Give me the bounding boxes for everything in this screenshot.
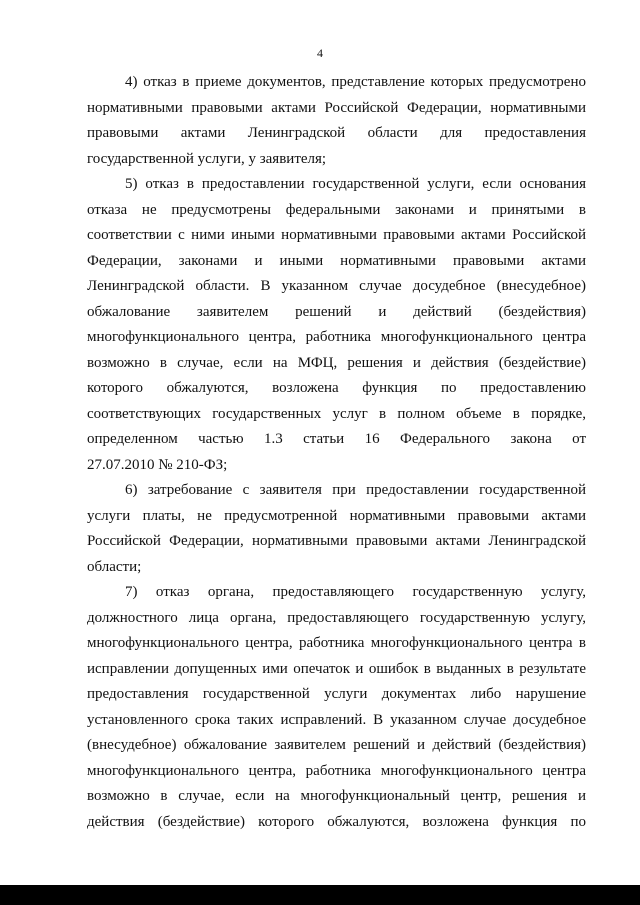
paragraph-line: действия (бездействие) которого обжалуются, возложена функция по	[87, 813, 586, 830]
paragraph-line: 7) отказ органа, предоставляющего государственную услугу,	[125, 584, 586, 600]
paragraph-line: правовыми актами Ленинградской области для предоставления	[87, 125, 586, 141]
paragraph-line: предоставления государственной услуги документах либо нарушение	[87, 686, 586, 702]
paragraph-item-5	[87, 172, 586, 478]
paragraph-line: 27.07.2010 № 210-ФЗ;	[87, 456, 228, 473]
paragraph-item-6	[87, 478, 586, 580]
paragraph-line: определенном частью 1.3 статьи 16 Федерального закона от	[87, 431, 586, 447]
paragraph-line: которого обжалуются, возложена функция по предоставлению	[87, 380, 586, 396]
paragraph-line: отказа не предусмотрены федеральными законами и принятыми в	[87, 201, 586, 218]
paragraph-item-7	[87, 580, 586, 835]
paragraph-line: нормативными правовыми актами Российской Федерации, нормативными	[87, 99, 586, 116]
paragraph-line: многофункционального центра, работника многофункционального центра в	[87, 635, 586, 651]
paragraph-line: государственной услуги, у заявителя;	[87, 150, 327, 167]
paragraph-line: обжалование заявителем решений и действий (бездействия)	[87, 303, 586, 320]
paragraph-line: (внесудебное) обжалование заявителем решений и действий (бездействия)	[87, 737, 586, 753]
paragraph-line: возможно в случае, если на МФЦ, решения и действия (бездействие)	[87, 354, 586, 371]
page-number: 4	[317, 46, 323, 60]
paragraph-line: 5) отказ в предоставлении государственной услуги, если основания	[125, 176, 586, 192]
paragraph-line: должностного лица органа, предоставляющего государственную услугу,	[87, 609, 586, 626]
paragraph-line: соответствии с ними иными нормативными правовыми актами Российской	[87, 227, 586, 243]
paragraph-line: области;	[87, 558, 142, 575]
paragraph-line: возможно в случае, если на многофункциональный центр, решения и	[87, 788, 586, 804]
scan-border-bottom	[0, 885, 640, 905]
paragraph-line: 4) отказ в приеме документов, представление которых предусмотрено	[125, 74, 586, 90]
document-body	[87, 70, 586, 835]
paragraph-item-4	[87, 70, 586, 172]
paragraph-line: 6) затребование с заявителя при предоставлении государственной	[125, 482, 586, 498]
paragraph-line: исправлении допущенных ими опечаток и ошибок в выданных в результате	[87, 660, 586, 677]
paragraph-line: Федерации, законами и иными нормативными правовыми актами	[87, 252, 586, 269]
paragraph-line: многофункционального центра, работника многофункционального центра	[87, 762, 586, 779]
paragraph-line: Российской Федерации, нормативными правовыми актами Ленинградской	[87, 533, 586, 549]
paragraph-line: установленного срока таких исправлений. В указанном случае досудебное	[87, 711, 586, 728]
paragraph-line: Ленинградской области. В указанном случае досудебное (внесудебное)	[87, 278, 586, 294]
paragraph-line: соответствующих государственных услуг в полном объеме в порядке,	[87, 405, 586, 422]
paragraph-line: многофункционального центра, работника многофункционального центра	[87, 329, 586, 345]
paragraph-line: услуги платы, не предусмотренной нормативными правовыми актами	[87, 507, 586, 524]
